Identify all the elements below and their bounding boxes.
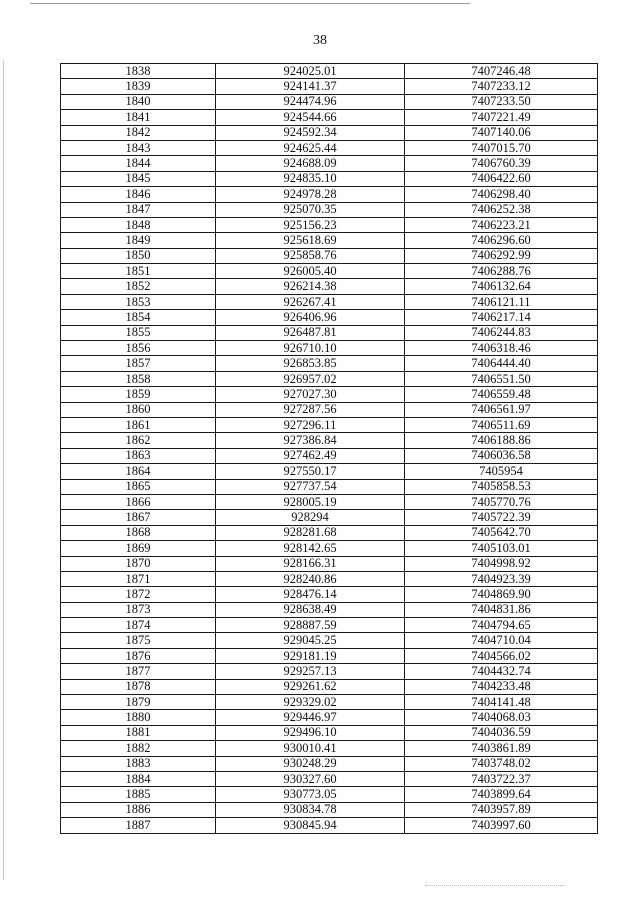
table-row xyxy=(61,571,598,586)
y-coordinate-cell: 7404233.48 xyxy=(405,679,598,694)
table-row xyxy=(61,94,598,109)
y-coordinate-cell: 7405722.39 xyxy=(405,510,598,525)
point-number-cell: 1877 xyxy=(61,664,216,679)
y-coordinate-cell: 7404432.74 xyxy=(405,664,598,679)
y-coordinate-cell: 7407233.12 xyxy=(405,79,598,94)
x-coordinate-cell: 928240.86 xyxy=(216,571,405,586)
x-coordinate-cell: 924688.09 xyxy=(216,156,405,171)
point-number-cell: 1857 xyxy=(61,356,216,371)
y-coordinate-cell: 7406422.60 xyxy=(405,171,598,186)
table-row xyxy=(61,264,598,279)
y-coordinate-cell: 7404566.02 xyxy=(405,648,598,663)
coordinates-table xyxy=(60,63,598,834)
x-coordinate-cell: 928281.68 xyxy=(216,525,405,540)
x-coordinate-cell: 924978.28 xyxy=(216,187,405,202)
table-row xyxy=(61,110,598,125)
x-coordinate-cell: 924835.10 xyxy=(216,171,405,186)
x-coordinate-cell: 925858.76 xyxy=(216,248,405,263)
table-row xyxy=(61,756,598,771)
point-number-cell: 1871 xyxy=(61,571,216,586)
page-number: 38 xyxy=(313,33,327,48)
y-coordinate-cell: 7404141.48 xyxy=(405,695,598,710)
y-coordinate-cell: 7404923.39 xyxy=(405,571,598,586)
y-coordinate-cell: 7407233.50 xyxy=(405,94,598,109)
point-number-cell: 1852 xyxy=(61,279,216,294)
x-coordinate-cell: 928142.65 xyxy=(216,541,405,556)
point-number-cell: 1866 xyxy=(61,494,216,509)
table-row xyxy=(61,494,598,509)
table-row xyxy=(61,187,598,202)
table-row xyxy=(61,725,598,740)
table-row xyxy=(61,64,598,79)
y-coordinate-cell: 7406760.39 xyxy=(405,156,598,171)
x-coordinate-cell: 927737.54 xyxy=(216,479,405,494)
table-row xyxy=(61,171,598,186)
y-coordinate-cell: 7406444.40 xyxy=(405,356,598,371)
table-row xyxy=(61,387,598,402)
table-row xyxy=(61,79,598,94)
y-coordinate-cell: 7406252.38 xyxy=(405,202,598,217)
table-row xyxy=(61,310,598,325)
bottom-edge-rule xyxy=(425,885,565,886)
y-coordinate-cell: 7406551.50 xyxy=(405,371,598,386)
table-row xyxy=(61,202,598,217)
point-number-cell: 1881 xyxy=(61,725,216,740)
point-number-cell: 1870 xyxy=(61,556,216,571)
y-coordinate-cell: 7403861.89 xyxy=(405,741,598,756)
y-coordinate-cell: 7407015.70 xyxy=(405,140,598,155)
table-row xyxy=(61,433,598,448)
y-coordinate-cell: 7406292.99 xyxy=(405,248,598,263)
point-number-cell: 1874 xyxy=(61,618,216,633)
table-row xyxy=(61,140,598,155)
x-coordinate-cell: 927462.49 xyxy=(216,448,405,463)
point-number-cell: 1850 xyxy=(61,248,216,263)
y-coordinate-cell: 7406217.14 xyxy=(405,310,598,325)
point-number-cell: 1878 xyxy=(61,679,216,694)
x-coordinate-cell: 929257.13 xyxy=(216,664,405,679)
x-coordinate-cell: 925070.35 xyxy=(216,202,405,217)
table-row xyxy=(61,741,598,756)
point-number-cell: 1846 xyxy=(61,187,216,202)
table-row xyxy=(61,710,598,725)
point-number-cell: 1876 xyxy=(61,648,216,663)
point-number-cell: 1887 xyxy=(61,818,216,833)
y-coordinate-cell: 7405103.01 xyxy=(405,541,598,556)
table-row xyxy=(61,479,598,494)
table-row xyxy=(61,356,598,371)
table-row xyxy=(61,248,598,263)
y-coordinate-cell: 7403722.37 xyxy=(405,771,598,786)
point-number-cell: 1886 xyxy=(61,802,216,817)
y-coordinate-cell: 7406188.86 xyxy=(405,433,598,448)
point-number-cell: 1864 xyxy=(61,464,216,479)
table-row xyxy=(61,156,598,171)
y-coordinate-cell: 7405858.53 xyxy=(405,479,598,494)
point-number-cell: 1862 xyxy=(61,433,216,448)
table-row xyxy=(61,679,598,694)
table-row xyxy=(61,464,598,479)
y-coordinate-cell: 7404869.90 xyxy=(405,587,598,602)
x-coordinate-cell: 926487.81 xyxy=(216,325,405,340)
y-coordinate-cell: 7403748.02 xyxy=(405,756,598,771)
point-number-cell: 1839 xyxy=(61,79,216,94)
x-coordinate-cell: 928638.49 xyxy=(216,602,405,617)
table-row xyxy=(61,217,598,232)
y-coordinate-cell: 7405642.70 xyxy=(405,525,598,540)
x-coordinate-cell: 924025.01 xyxy=(216,64,405,79)
table-row xyxy=(61,294,598,309)
y-coordinate-cell: 7406296.60 xyxy=(405,233,598,248)
table-row xyxy=(61,664,598,679)
point-number-cell: 1882 xyxy=(61,741,216,756)
y-coordinate-cell: 7406298.40 xyxy=(405,187,598,202)
table-row xyxy=(61,448,598,463)
x-coordinate-cell: 927027.30 xyxy=(216,387,405,402)
point-number-cell: 1856 xyxy=(61,341,216,356)
y-coordinate-cell: 7406121.11 xyxy=(405,294,598,309)
coordinates-table-body xyxy=(61,64,598,834)
y-coordinate-cell: 7407246.48 xyxy=(405,64,598,79)
point-number-cell: 1848 xyxy=(61,217,216,232)
y-coordinate-cell: 7406244.83 xyxy=(405,325,598,340)
x-coordinate-cell: 930248.29 xyxy=(216,756,405,771)
point-number-cell: 1884 xyxy=(61,771,216,786)
y-coordinate-cell: 7406511.69 xyxy=(405,417,598,432)
y-coordinate-cell: 7406288.76 xyxy=(405,264,598,279)
point-number-cell: 1853 xyxy=(61,294,216,309)
point-number-cell: 1860 xyxy=(61,402,216,417)
x-coordinate-cell: 926406.96 xyxy=(216,310,405,325)
y-coordinate-cell: 7403957.89 xyxy=(405,802,598,817)
x-coordinate-cell: 927550.17 xyxy=(216,464,405,479)
y-coordinate-cell: 7406318.46 xyxy=(405,341,598,356)
table-row xyxy=(61,618,598,633)
x-coordinate-cell: 928166.31 xyxy=(216,556,405,571)
y-coordinate-cell: 7406036.58 xyxy=(405,448,598,463)
table-row xyxy=(61,818,598,833)
table-row xyxy=(61,602,598,617)
x-coordinate-cell: 929045.25 xyxy=(216,633,405,648)
point-number-cell: 1845 xyxy=(61,171,216,186)
table-row xyxy=(61,279,598,294)
y-coordinate-cell: 7407140.06 xyxy=(405,125,598,140)
x-coordinate-cell: 924625.44 xyxy=(216,140,405,155)
x-coordinate-cell: 926005.40 xyxy=(216,264,405,279)
point-number-cell: 1873 xyxy=(61,602,216,617)
y-coordinate-cell: 7406132.64 xyxy=(405,279,598,294)
point-number-cell: 1844 xyxy=(61,156,216,171)
x-coordinate-cell: 928476.14 xyxy=(216,587,405,602)
point-number-cell: 1851 xyxy=(61,264,216,279)
point-number-cell: 1858 xyxy=(61,371,216,386)
top-edge-rule xyxy=(30,3,470,4)
point-number-cell: 1865 xyxy=(61,479,216,494)
table-row xyxy=(61,325,598,340)
y-coordinate-cell: 7404831.86 xyxy=(405,602,598,617)
x-coordinate-cell: 929329.02 xyxy=(216,695,405,710)
x-coordinate-cell: 930773.05 xyxy=(216,787,405,802)
point-number-cell: 1863 xyxy=(61,448,216,463)
y-coordinate-cell: 7404036.59 xyxy=(405,725,598,740)
x-coordinate-cell: 926267.41 xyxy=(216,294,405,309)
x-coordinate-cell: 930845.94 xyxy=(216,818,405,833)
x-coordinate-cell: 926853.85 xyxy=(216,356,405,371)
point-number-cell: 1880 xyxy=(61,710,216,725)
y-coordinate-cell: 7406561.97 xyxy=(405,402,598,417)
point-number-cell: 1838 xyxy=(61,64,216,79)
table-row xyxy=(61,556,598,571)
table-row xyxy=(61,695,598,710)
point-number-cell: 1883 xyxy=(61,756,216,771)
point-number-cell: 1855 xyxy=(61,325,216,340)
table-row xyxy=(61,541,598,556)
table-row xyxy=(61,341,598,356)
point-number-cell: 1859 xyxy=(61,387,216,402)
x-coordinate-cell: 927296.11 xyxy=(216,417,405,432)
y-coordinate-cell: 7406223.21 xyxy=(405,217,598,232)
point-number-cell: 1843 xyxy=(61,140,216,155)
y-coordinate-cell: 7403899.64 xyxy=(405,787,598,802)
point-number-cell: 1875 xyxy=(61,633,216,648)
x-coordinate-cell: 924474.96 xyxy=(216,94,405,109)
point-number-cell: 1861 xyxy=(61,417,216,432)
x-coordinate-cell: 928005.19 xyxy=(216,494,405,509)
point-number-cell: 1842 xyxy=(61,125,216,140)
y-coordinate-cell: 7403997.60 xyxy=(405,818,598,833)
point-number-cell: 1885 xyxy=(61,787,216,802)
x-coordinate-cell: 929446.97 xyxy=(216,710,405,725)
table-row xyxy=(61,787,598,802)
table-row xyxy=(61,802,598,817)
point-number-cell: 1841 xyxy=(61,110,216,125)
point-number-cell: 1879 xyxy=(61,695,216,710)
x-coordinate-cell: 929261.62 xyxy=(216,679,405,694)
x-coordinate-cell: 930327.60 xyxy=(216,771,405,786)
table-row xyxy=(61,233,598,248)
x-coordinate-cell: 926710.10 xyxy=(216,341,405,356)
point-number-cell: 1849 xyxy=(61,233,216,248)
x-coordinate-cell: 926214.38 xyxy=(216,279,405,294)
x-coordinate-cell: 924544.66 xyxy=(216,110,405,125)
point-number-cell: 1840 xyxy=(61,94,216,109)
table-row xyxy=(61,648,598,663)
x-coordinate-cell: 930010.41 xyxy=(216,741,405,756)
table-row xyxy=(61,771,598,786)
point-number-cell: 1872 xyxy=(61,587,216,602)
x-coordinate-cell: 925618.69 xyxy=(216,233,405,248)
point-number-cell: 1869 xyxy=(61,541,216,556)
left-edge-rule xyxy=(3,60,4,880)
point-number-cell: 1868 xyxy=(61,525,216,540)
y-coordinate-cell: 7405770.76 xyxy=(405,494,598,509)
x-coordinate-cell: 927287.56 xyxy=(216,402,405,417)
x-coordinate-cell: 929496.10 xyxy=(216,725,405,740)
y-coordinate-cell: 7407221.49 xyxy=(405,110,598,125)
x-coordinate-cell: 926957.02 xyxy=(216,371,405,386)
table-row xyxy=(61,125,598,140)
table-row xyxy=(61,525,598,540)
x-coordinate-cell: 924141.37 xyxy=(216,79,405,94)
y-coordinate-cell: 7404998.92 xyxy=(405,556,598,571)
y-coordinate-cell: 7406559.48 xyxy=(405,387,598,402)
x-coordinate-cell: 928887.59 xyxy=(216,618,405,633)
table-row xyxy=(61,371,598,386)
point-number-cell: 1854 xyxy=(61,310,216,325)
x-coordinate-cell: 930834.78 xyxy=(216,802,405,817)
x-coordinate-cell: 928294 xyxy=(216,510,405,525)
y-coordinate-cell: 7405954 xyxy=(405,464,598,479)
x-coordinate-cell: 925156.23 xyxy=(216,217,405,232)
table-row xyxy=(61,417,598,432)
table-row xyxy=(61,587,598,602)
x-coordinate-cell: 927386.84 xyxy=(216,433,405,448)
x-coordinate-cell: 924592.34 xyxy=(216,125,405,140)
table-row xyxy=(61,402,598,417)
table-row xyxy=(61,510,598,525)
y-coordinate-cell: 7404794.65 xyxy=(405,618,598,633)
table-row xyxy=(61,633,598,648)
point-number-cell: 1867 xyxy=(61,510,216,525)
y-coordinate-cell: 7404068.03 xyxy=(405,710,598,725)
point-number-cell: 1847 xyxy=(61,202,216,217)
x-coordinate-cell: 929181.19 xyxy=(216,648,405,663)
y-coordinate-cell: 7404710.04 xyxy=(405,633,598,648)
